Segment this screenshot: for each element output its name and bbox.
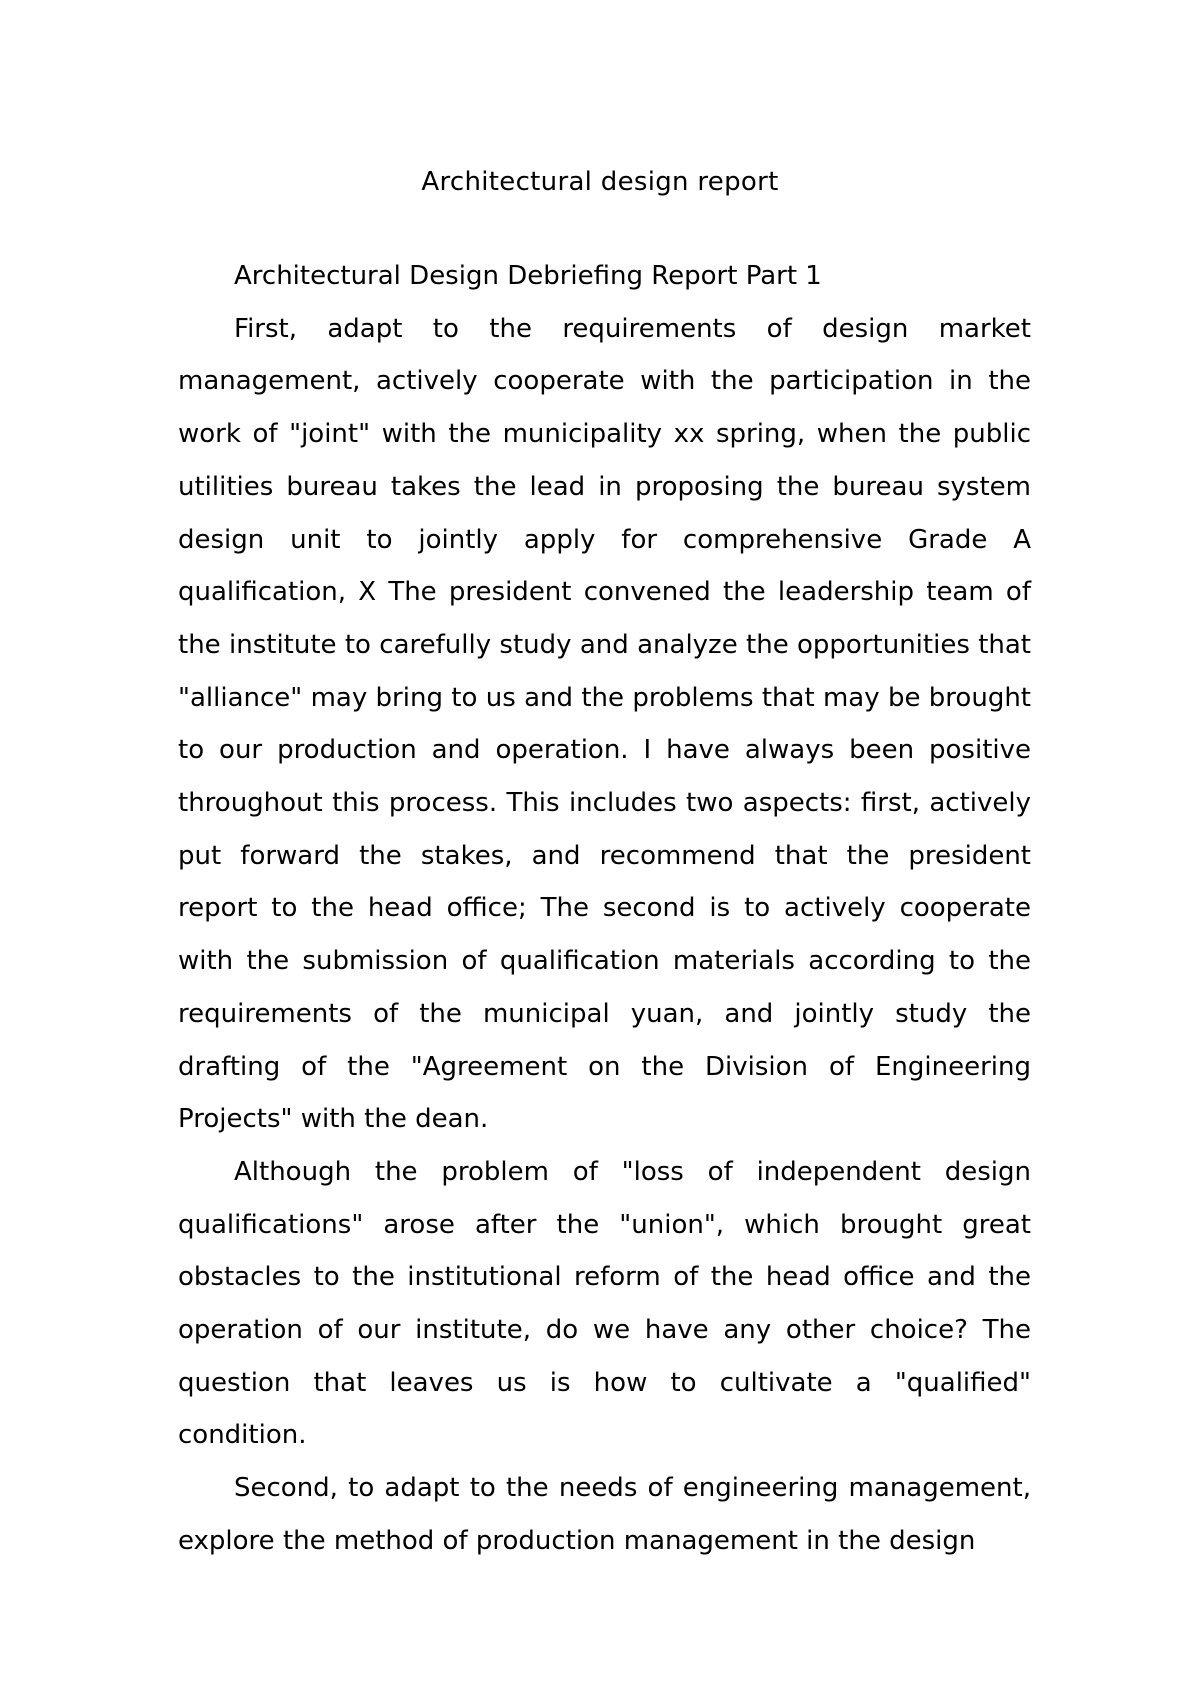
document-body bbox=[178, 250, 1031, 1568]
document-title: Architectural design report bbox=[421, 167, 779, 197]
paragraph: Although the problem of "loss of independent design qualifications" arose after the "union", which brought great obstacles to the institutional reform of the head office and the operation of our institute, do we have any other choice? The question that leaves us is how to cultivate a "qualified" condition. bbox=[178, 1156, 1031, 1451]
paragraph: First, adapt to the requirements of design market management, actively cooperate with the participation in the work of "joint" with the municipality xx spring, when the public utilities bureau takes the lead in proposing the bureau system design unit to jointly apply for comprehensive Grade A qualification, X The president convened the leadership team of the institute to carefully study and analyze the opportunities that "alliance" may bring to us and the problems that may be brought to our production and operation. I have always been positive throughout this process. This includes two aspects: first, actively put forward the stakes, and recommend that the president report to the head office; The second is to actively cooperate with the submission of qualification materials according to the requirements of the municipal yuan, and jointly study the drafting of the "Agreement on the Division of Engineering Projects" with the dean. bbox=[178, 313, 1031, 1135]
paragraph: Second, to adapt to the needs of engineering management, explore the method of production management in the design bbox=[178, 1473, 1031, 1556]
paragraph-heading: Architectural Design Debriefing Report Part 1 bbox=[234, 261, 822, 291]
